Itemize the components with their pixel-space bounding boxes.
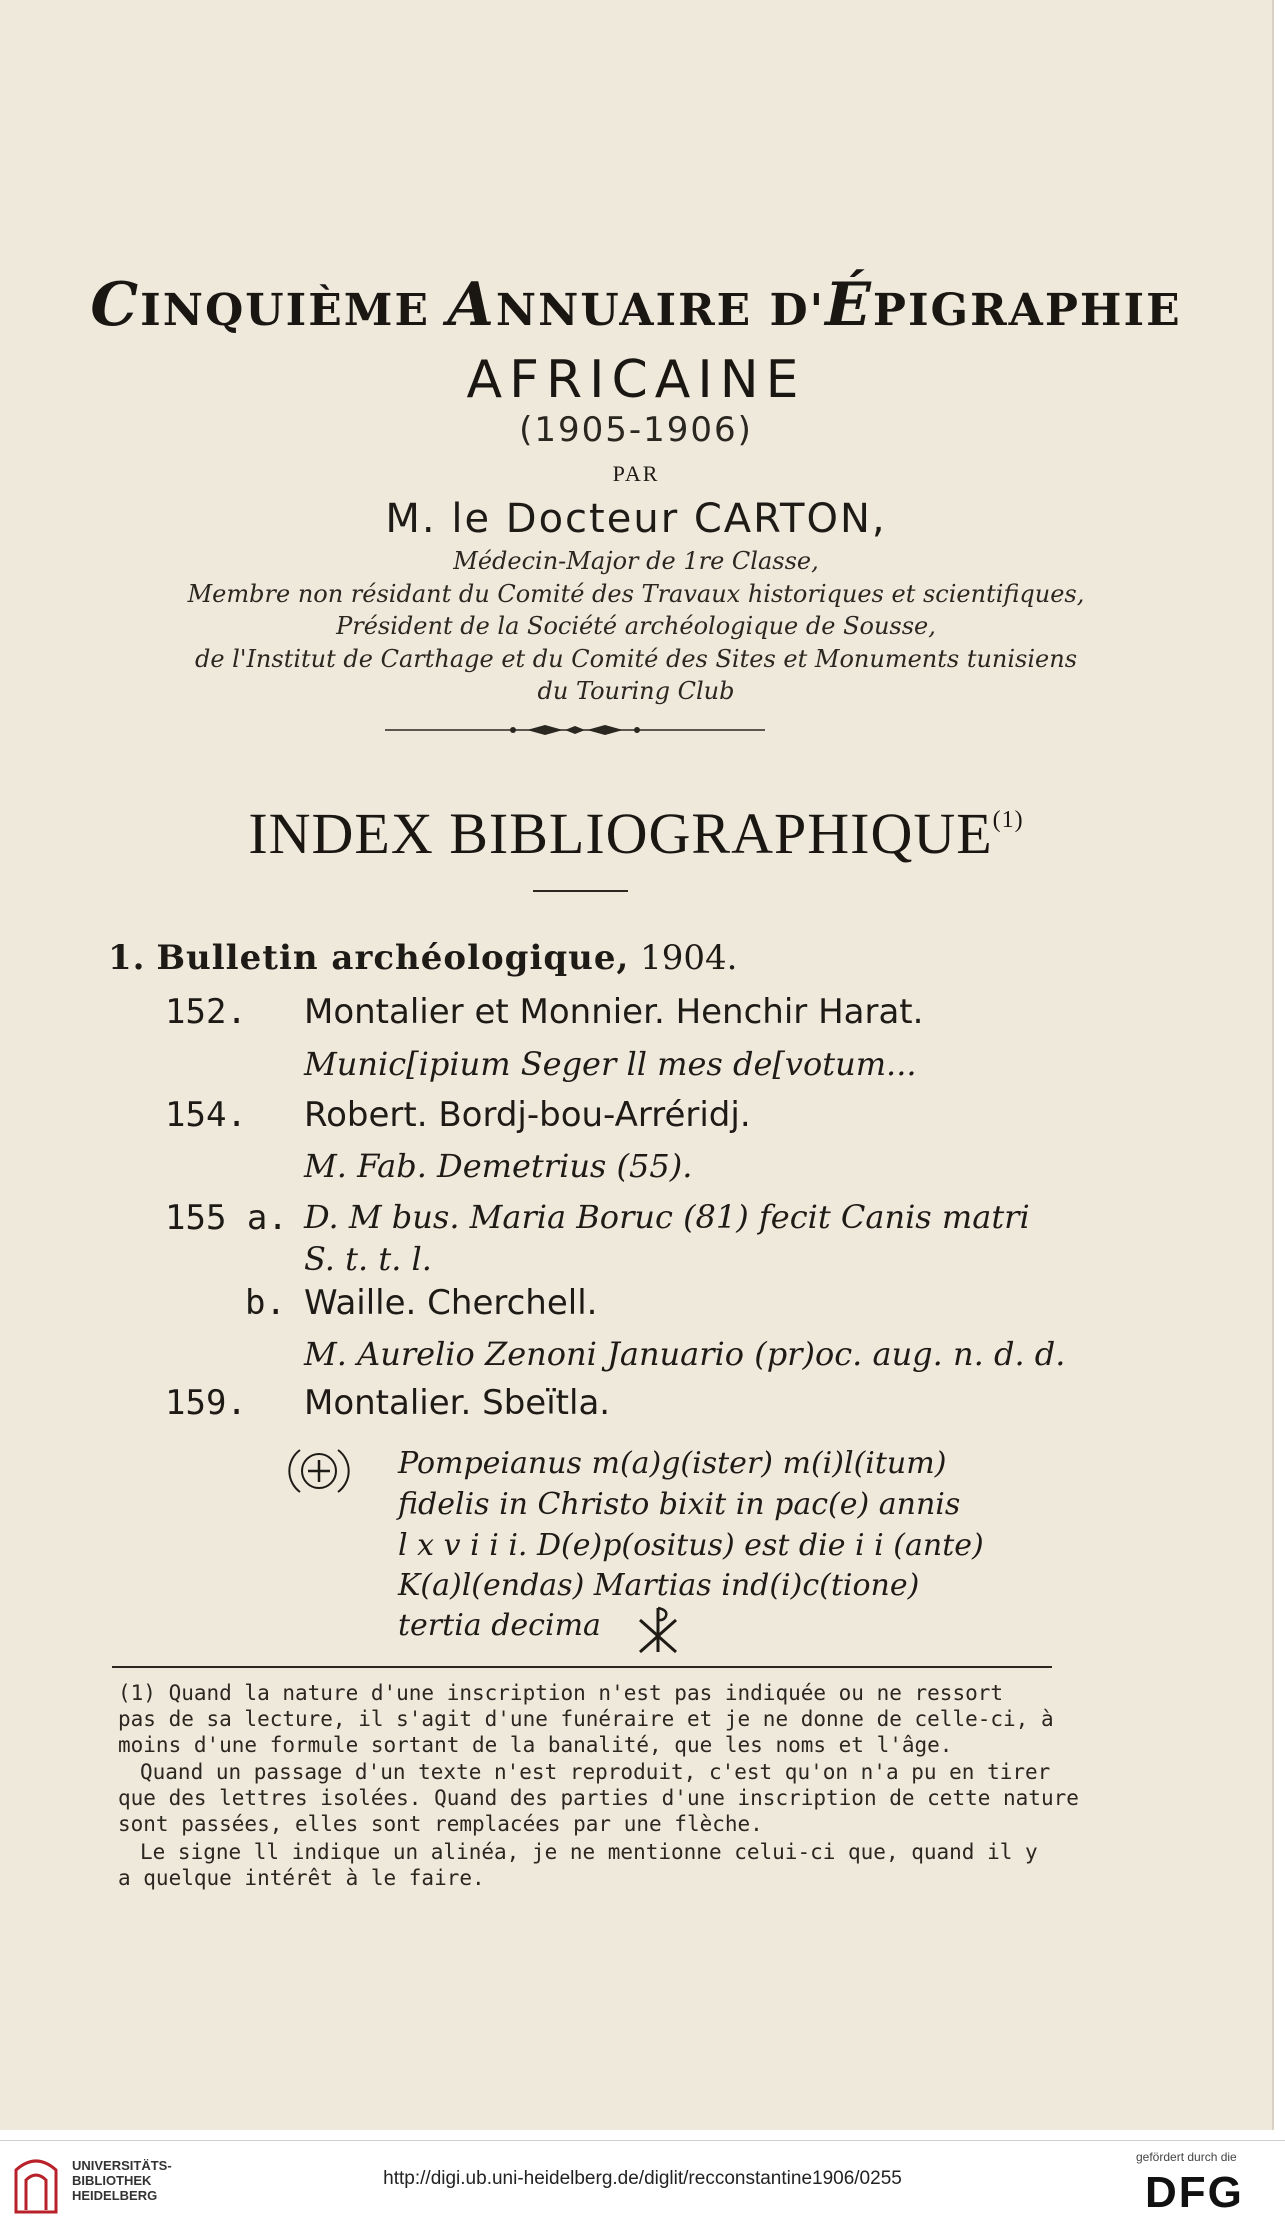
library-name-line: HEIDELBERG xyxy=(72,2188,158,2203)
ornament-divider xyxy=(385,718,765,742)
cross-medallion-icon xyxy=(288,1440,350,1502)
affiliation-line: Président de la Société archéologique de Sousse, xyxy=(336,612,936,640)
entry-number: 155 a. xyxy=(165,1198,288,1238)
section-name: Bulletin archéologique, xyxy=(156,938,630,978)
entry-number: b. xyxy=(245,1283,286,1323)
section-year: 1904. xyxy=(640,938,738,978)
entry-text: Waille. Cherchell. xyxy=(304,1283,598,1323)
index-heading-text: INDEX BIBLIOGRAPHIQUE xyxy=(248,801,993,866)
title-initial-c: C xyxy=(90,270,141,340)
title-par: PAR xyxy=(612,461,660,486)
footnote-line: (1) Quand la nature d'une inscription n'est pas indiquée ou ne ressort xyxy=(118,1681,1004,1705)
section-number: 1. xyxy=(108,938,146,978)
footnote-line: Le signe ll indique un alinéa, je ne mentionne celui-ci que, quand il y xyxy=(140,1840,1038,1864)
affiliation-line: du Touring Club xyxy=(537,677,735,705)
title-word-1: INQUIÈME xyxy=(140,285,448,336)
footnote-line: moins d'une formule sortant de la banalité, que les noms et l'âge. xyxy=(118,1733,953,1757)
entry-inscription: M. Fab. Demetrius (55). xyxy=(304,1147,693,1185)
entry-text: Montalier. Sbeïtla. xyxy=(304,1383,611,1423)
inscription-line: tertia decima xyxy=(398,1608,601,1643)
footnote-line: a quelque intérêt à le faire. xyxy=(118,1866,485,1890)
inscription-line: K(a)l(endas) Martias ind(i)c(tione) xyxy=(398,1568,920,1603)
footnote-line: que des lettres isolées. Quand des parties d'une inscription de cette nature xyxy=(118,1786,1079,1810)
index-heading xyxy=(0,800,1272,867)
footnote-line: pas de sa lecture, il s'agit d'une funéraire et je ne donne de celle-ci, à xyxy=(118,1707,1054,1731)
entry-number: 159. xyxy=(165,1383,247,1423)
chi-rho-icon xyxy=(636,1606,680,1654)
entry-number: 152. xyxy=(165,992,247,1032)
entry-text: Montalier et Monnier. Henchir Harat. xyxy=(304,992,924,1032)
inscription-line: Pompeianus m(a)g(ister) m(i)l(itum) xyxy=(398,1446,947,1481)
inscription-line: l x v i i i. D(e)p(ositus) est die i i (ante) xyxy=(398,1528,984,1563)
footnote-marker: (1) xyxy=(992,807,1024,833)
affiliation-line: Membre non résidant du Comité des Travaux historiques et scientifiques, xyxy=(187,580,1085,608)
dfg-logo[interactable]: DFG xyxy=(1145,2168,1244,2217)
entry-inscription: Munic[ipium Seger ll mes de[votum... xyxy=(304,1045,917,1083)
section-heading xyxy=(108,938,738,978)
title-initial-e: É xyxy=(825,270,873,340)
entry-inscription: S. t. t. l. xyxy=(304,1240,432,1278)
entry-number: 154. xyxy=(165,1095,247,1135)
permalink-url[interactable]: http://digi.ub.uni-heidelberg.de/diglit/recconstantine1906/0255 xyxy=(383,2168,902,2189)
sponsor-caption: gefördert durch die xyxy=(1136,2150,1237,2164)
title-years: (1905-1906) xyxy=(519,410,753,450)
title-word-4: PIGRAPHIE xyxy=(872,285,1182,336)
title-initial-a: A xyxy=(447,270,496,340)
entry-inscription: M. Aurelio Zenoni Januario (pr)oc. aug. n. d. d. xyxy=(304,1335,1066,1373)
heading-rule xyxy=(533,890,628,892)
title-word-3: D' xyxy=(769,285,826,336)
affiliation-line: de l'Institut de Carthage et du Comité des Sites et Monuments tunisiens xyxy=(194,645,1078,673)
footnote-rule xyxy=(112,1666,1052,1668)
title-word-2: NNUAIRE xyxy=(495,285,770,336)
title-line-2: AFRICAINE xyxy=(466,350,806,410)
page-title xyxy=(0,270,1272,340)
entry-inscription: D. M bus. Maria Boruc (81) fecit Canis matri xyxy=(304,1198,1030,1236)
library-name-line: BIBLIOTHEK xyxy=(72,2173,152,2188)
inscription-line: fidelis in Christo bixit in pac(e) annis xyxy=(398,1487,961,1522)
footnote-line: sont passées, elles sont remplacées par une flèche. xyxy=(118,1812,763,1836)
affiliation-line: Médecin-Major de 1re Classe, xyxy=(453,547,819,575)
footnote-line: Quand un passage d'un texte n'est reproduit, c'est qu'on n'a pu en tirer xyxy=(140,1760,1051,1784)
library-name-line: UNIVERSITÄTS- xyxy=(72,2158,172,2173)
author-name: M. le Docteur CARTON, xyxy=(385,496,887,542)
entry-text: Robert. Bordj-bou-Arréridj. xyxy=(304,1095,751,1135)
